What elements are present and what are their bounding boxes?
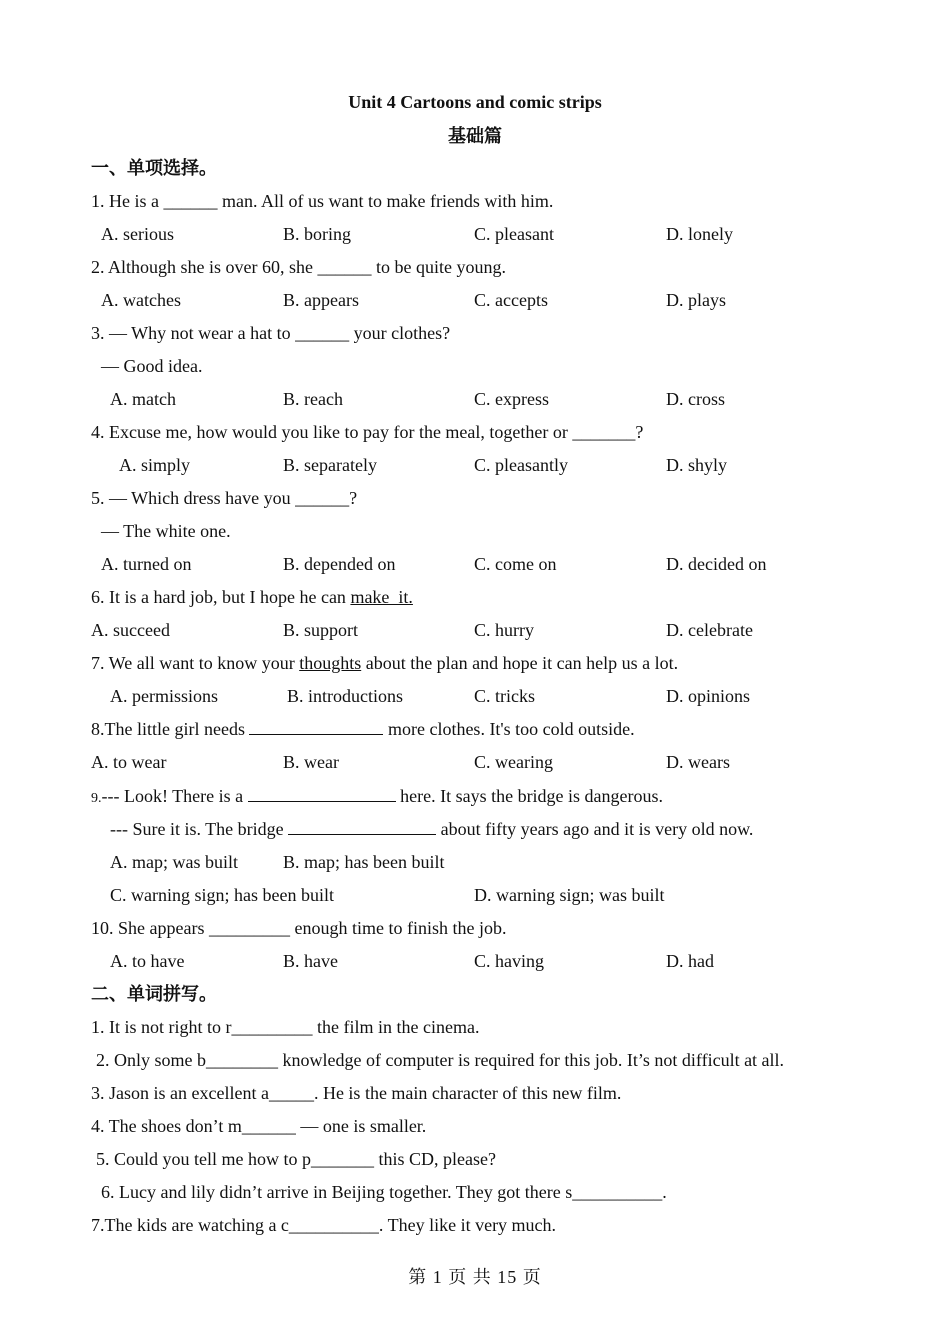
question-2-option-a: A. watches [101,290,181,310]
spelling-item-6: 6. Lucy and lily didn’t arrive in Beijing together. They got there s__________. [101,1182,667,1202]
question-6-option-a: A. succeed [91,620,170,640]
question-10-option-d: D. had [666,951,714,971]
question-5-reply: — The white one. [101,521,231,541]
question-1-option-a: A. serious [101,224,174,244]
question-8-stem-pre: 8.The little girl needs [91,719,250,739]
question-7-stem-pre: 7. We all want to know your [91,653,300,673]
question-4-option-a: A. simply [119,455,191,475]
question-9-option-b: B. map; has been built [283,852,445,872]
question-8-stem-post: more clothes. It's too cold outside. [383,719,635,739]
question-7-option-b: B. introductions [287,686,403,706]
question-7-option-d: D. opinions [666,686,751,706]
question-7-stem-post: about the plan and hope it can help us a lot. [361,653,679,673]
question-7-stem [91,652,678,674]
question-9-option-a: A. map; was built [110,852,238,872]
question-6-option-b: B. support [283,620,359,640]
question-7-option-a: A. permissions [110,686,218,706]
question-9-answer-blank-1 [248,787,396,802]
question-6-option-d: D. celebrate [666,620,753,640]
question-6-stem [91,586,413,608]
question-9-stem-pre: --- Look! There is a [101,786,248,806]
question-5-option-a: A. turned on [101,554,192,574]
question-3-option-d: D. cross [666,389,725,409]
question-4-option-c: C. pleasantly [474,455,568,475]
question-6-option-c: C. hurry [474,620,534,640]
question-8-stem [91,718,635,740]
spelling-item-2: 2. Only some b________ knowledge of computer is required for this job. It’s not difficult at all. [96,1050,785,1070]
question-3-reply: — Good idea. [101,356,203,376]
question-9-reply [110,818,753,840]
question-4-option-d: D. shyly [666,455,728,475]
question-10-option-c: C. having [474,951,544,971]
question-1-stem: 1. He is a ______ man. All of us want to make friends with him. [91,191,554,211]
section1-heading: 一、单项选择。 [91,158,217,178]
question-9-stem [91,785,663,810]
question-1-option-c: C. pleasant [474,224,554,244]
question-10-option-b: B. have [283,951,338,971]
question-5-option-c: C. come on [474,554,557,574]
question-1-option-b: B. boring [283,224,352,244]
question-2-option-d: D. plays [666,290,726,310]
question-9-option-d: D. warning sign; was built [474,885,665,905]
page-number-footer: 第 1 页 共 15 页 [408,1267,542,1287]
question-6-stem-text: 6. It is a hard job, but I hope he can [91,587,351,607]
question-9-option-c: C. warning sign; has been built [110,885,334,905]
question-4-option-b: B. separately [283,455,377,475]
question-3-stem: 3. — Why not wear a hat to ______ your clothes? [91,323,451,343]
question-1-option-d: D. lonely [666,224,733,244]
spelling-item-4: 4. The shoes don’t m______ — one is smaller. [91,1116,427,1136]
question-8-option-b: B. wear [283,752,339,772]
question-3-option-a: A. match [110,389,176,409]
question-9-reply-pre: --- Sure it is. The bridge [110,819,289,839]
question-5-option-d: D. decided on [666,554,767,574]
question-10-option-a: A. to have [110,951,185,971]
page-subtitle: 基础篇 [448,126,502,146]
question-5-option-b: B. depended on [283,554,396,574]
question-8-answer-blank [249,720,383,735]
question-8-option-c: C. wearing [474,752,553,772]
question-7-option-c: C. tricks [474,686,535,706]
spelling-item-5: 5. Could you tell me how to p_______ this CD, please? [96,1149,496,1169]
question-3-option-b: B. reach [283,389,343,409]
question-5-stem: 5. — Which dress have you ______? [91,488,358,508]
question-8-option-d: D. wears [666,752,730,772]
question-2-stem: 2. Although she is over 60, she ______ to be quite young. [91,257,506,277]
question-7-underlined-word: thoughts [299,653,362,673]
question-9-answer-blank-2 [288,820,436,835]
spelling-item-7: 7.The kids are watching a c__________. They like it very much. [91,1215,557,1235]
question-4-stem: 4. Excuse me, how would you like to pay for the meal, together or _______? [91,422,644,442]
page-title: Unit 4 Cartoons and comic strips [348,92,602,112]
spelling-item-1: 1. It is not right to r_________ the film in the cinema. [91,1017,480,1037]
question-10-stem: 10. She appears _________ enough time to finish the job. [91,918,507,938]
question-8-option-a: A. to wear [91,752,167,772]
spelling-item-3: 3. Jason is an excellent a_____. He is the main character of this new film. [91,1083,622,1103]
question-9-reply-post: about fifty years ago and it is very old now. [436,819,754,839]
question-3-option-c: C. express [474,389,549,409]
question-6-underlined-phrase: make it. [350,587,413,607]
question-2-option-c: C. accepts [474,290,548,310]
question-9-stem-post: here. It says the bridge is dangerous. [395,786,664,806]
section2-heading: 二、单词拼写。 [91,984,217,1004]
question-2-option-b: B. appears [283,290,359,310]
question-9-number: 9. [91,791,102,806]
